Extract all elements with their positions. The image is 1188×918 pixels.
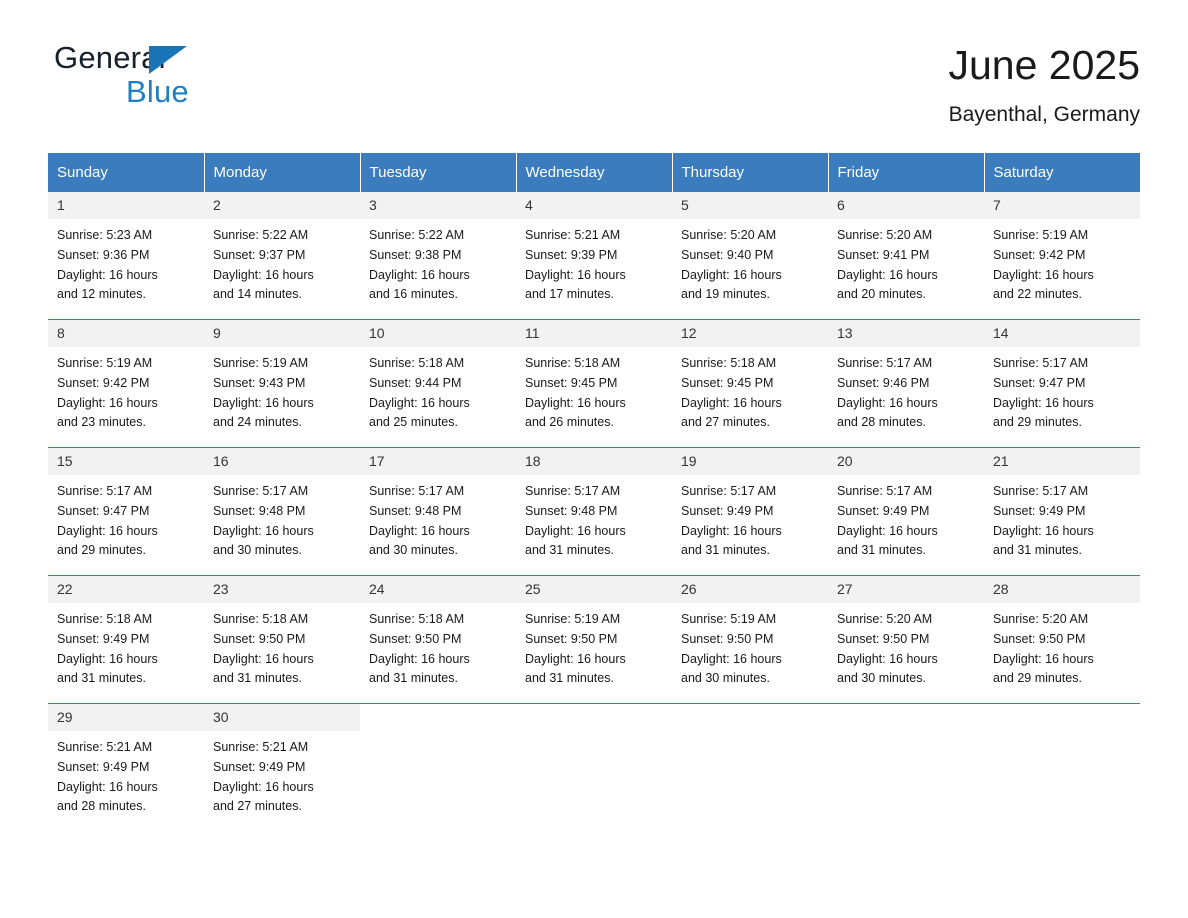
day-details xyxy=(672,475,828,575)
day-details xyxy=(204,731,360,831)
day-number: 10 xyxy=(360,320,516,347)
day-details xyxy=(516,731,672,809)
daylight-text-line1: Daylight: 16 hours xyxy=(213,267,314,282)
daylight-text-line2: and 25 minutes. xyxy=(369,415,458,430)
day-number xyxy=(516,704,672,731)
day-details xyxy=(984,219,1140,319)
day-number: 23 xyxy=(204,576,360,603)
day-details xyxy=(516,219,672,319)
sunrise-text: Sunrise: 5:18 AM xyxy=(525,356,621,371)
daylight-text-line1: Daylight: 16 hours xyxy=(993,395,1094,410)
day-number: 20 xyxy=(828,448,984,475)
calendar-day-cell[interactable] xyxy=(204,448,360,576)
calendar-day-cell[interactable] xyxy=(360,576,516,704)
day-details xyxy=(48,219,204,319)
sunset-text: Sunset: 9:40 PM xyxy=(681,247,774,262)
calendar-day-cell[interactable] xyxy=(516,320,672,448)
calendar-day-cell[interactable] xyxy=(204,576,360,704)
daylight-text-line1: Daylight: 16 hours xyxy=(57,779,158,794)
daylight-text-line1: Daylight: 16 hours xyxy=(837,395,938,410)
day-number: 21 xyxy=(984,448,1140,475)
daylight-text-line1: Daylight: 16 hours xyxy=(525,267,626,282)
calendar-day-cell[interactable] xyxy=(360,448,516,576)
sunset-text: Sunset: 9:50 PM xyxy=(525,631,618,646)
weekday-header-tuesday: Tuesday xyxy=(360,153,516,192)
calendar-day-cell[interactable] xyxy=(48,576,204,704)
daylight-text-line1: Daylight: 16 hours xyxy=(837,651,938,666)
calendar-day-cell[interactable] xyxy=(672,576,828,704)
daylight-text-line1: Daylight: 16 hours xyxy=(369,267,470,282)
daylight-text-line1: Daylight: 16 hours xyxy=(525,651,626,666)
calendar-day-cell[interactable] xyxy=(828,192,984,320)
daylight-text-line2: and 28 minutes. xyxy=(837,415,926,430)
sunrise-text: Sunrise: 5:22 AM xyxy=(213,228,309,243)
calendar-week-row xyxy=(48,448,1140,576)
sunset-text: Sunset: 9:49 PM xyxy=(213,759,306,774)
sunset-text: Sunset: 9:42 PM xyxy=(57,375,150,390)
calendar-day-cell[interactable] xyxy=(672,448,828,576)
day-details xyxy=(360,603,516,703)
day-number: 16 xyxy=(204,448,360,475)
day-number: 9 xyxy=(204,320,360,347)
day-number: 3 xyxy=(360,192,516,219)
calendar-day-cell[interactable] xyxy=(48,448,204,576)
daylight-text-line2: and 31 minutes. xyxy=(57,671,146,686)
day-details xyxy=(360,219,516,319)
day-details xyxy=(516,475,672,575)
daylight-text-line1: Daylight: 16 hours xyxy=(369,651,470,666)
sunset-text: Sunset: 9:37 PM xyxy=(213,247,306,262)
page-header xyxy=(48,0,1140,127)
sunrise-text: Sunrise: 5:19 AM xyxy=(681,612,777,627)
calendar-header-row xyxy=(48,153,1140,192)
daylight-text-line2: and 30 minutes. xyxy=(681,671,770,686)
calendar-day-cell[interactable] xyxy=(828,448,984,576)
sunset-text: Sunset: 9:49 PM xyxy=(57,631,150,646)
sunrise-text: Sunrise: 5:20 AM xyxy=(837,612,933,627)
daylight-text-line1: Daylight: 16 hours xyxy=(837,523,938,538)
day-details xyxy=(516,347,672,447)
sunset-text: Sunset: 9:47 PM xyxy=(57,503,150,518)
sunrise-text: Sunrise: 5:20 AM xyxy=(681,228,777,243)
sunset-text: Sunset: 9:38 PM xyxy=(369,247,462,262)
day-details xyxy=(204,475,360,575)
weekday-header-monday: Monday xyxy=(204,153,360,192)
daylight-text-line2: and 30 minutes. xyxy=(213,543,302,558)
day-number: 24 xyxy=(360,576,516,603)
day-number: 28 xyxy=(984,576,1140,603)
calendar-day-cell[interactable] xyxy=(984,192,1140,320)
day-details xyxy=(516,603,672,703)
sunset-text: Sunset: 9:43 PM xyxy=(213,375,306,390)
daylight-text-line2: and 31 minutes. xyxy=(369,671,458,686)
day-number: 13 xyxy=(828,320,984,347)
day-number: 5 xyxy=(672,192,828,219)
weekday-header-saturday: Saturday xyxy=(984,153,1140,192)
sunset-text: Sunset: 9:48 PM xyxy=(369,503,462,518)
calendar-day-cell[interactable] xyxy=(204,704,360,832)
day-details xyxy=(672,731,828,809)
sunset-text: Sunset: 9:45 PM xyxy=(681,375,774,390)
day-details xyxy=(360,347,516,447)
sunset-text: Sunset: 9:50 PM xyxy=(681,631,774,646)
calendar-day-cell[interactable] xyxy=(360,320,516,448)
sunset-text: Sunset: 9:50 PM xyxy=(213,631,306,646)
calendar-day-cell-empty xyxy=(672,704,828,832)
day-number: 12 xyxy=(672,320,828,347)
daylight-text-line2: and 29 minutes. xyxy=(57,543,146,558)
sunset-text: Sunset: 9:50 PM xyxy=(837,631,930,646)
daylight-text-line2: and 27 minutes. xyxy=(681,415,770,430)
sunset-text: Sunset: 9:50 PM xyxy=(993,631,1086,646)
daylight-text-line1: Daylight: 16 hours xyxy=(681,651,782,666)
day-details xyxy=(48,731,204,831)
sunset-text: Sunset: 9:49 PM xyxy=(681,503,774,518)
calendar-day-cell[interactable] xyxy=(360,192,516,320)
daylight-text-line2: and 20 minutes. xyxy=(837,287,926,302)
sunrise-text: Sunrise: 5:17 AM xyxy=(993,484,1089,499)
calendar-day-cell[interactable] xyxy=(828,576,984,704)
sunrise-text: Sunrise: 5:18 AM xyxy=(213,612,309,627)
day-details xyxy=(672,603,828,703)
calendar-day-cell-empty xyxy=(516,704,672,832)
day-number xyxy=(828,704,984,731)
sunset-text: Sunset: 9:42 PM xyxy=(993,247,1086,262)
title-block xyxy=(948,42,1140,127)
calendar-table xyxy=(48,153,1140,831)
calendar-day-cell-empty xyxy=(360,704,516,832)
day-details xyxy=(360,475,516,575)
daylight-text-line2: and 12 minutes. xyxy=(57,287,146,302)
sunrise-text: Sunrise: 5:18 AM xyxy=(681,356,777,371)
calendar-week-row xyxy=(48,704,1140,832)
weekday-header-friday: Friday xyxy=(828,153,984,192)
daylight-text-line1: Daylight: 16 hours xyxy=(213,395,314,410)
calendar-day-cell[interactable] xyxy=(204,320,360,448)
day-details xyxy=(828,731,984,809)
sunrise-text: Sunrise: 5:21 AM xyxy=(525,228,621,243)
sunrise-text: Sunrise: 5:21 AM xyxy=(57,740,153,755)
calendar-day-cell[interactable] xyxy=(48,320,204,448)
day-number: 15 xyxy=(48,448,204,475)
sunrise-text: Sunrise: 5:20 AM xyxy=(837,228,933,243)
day-number: 14 xyxy=(984,320,1140,347)
sunrise-text: Sunrise: 5:20 AM xyxy=(993,612,1089,627)
day-number: 27 xyxy=(828,576,984,603)
sunrise-text: Sunrise: 5:17 AM xyxy=(213,484,309,499)
day-number: 22 xyxy=(48,576,204,603)
calendar-week-row xyxy=(48,320,1140,448)
daylight-text-line2: and 14 minutes. xyxy=(213,287,302,302)
day-number xyxy=(360,704,516,731)
logo-text-general: General xyxy=(54,40,166,75)
day-details xyxy=(204,219,360,319)
daylight-text-line1: Daylight: 16 hours xyxy=(993,267,1094,282)
day-number: 11 xyxy=(516,320,672,347)
calendar-day-cell[interactable] xyxy=(204,192,360,320)
logo-triangle-icon xyxy=(149,46,187,74)
sunrise-text: Sunrise: 5:23 AM xyxy=(57,228,153,243)
daylight-text-line1: Daylight: 16 hours xyxy=(837,267,938,282)
daylight-text-line1: Daylight: 16 hours xyxy=(369,395,470,410)
calendar-week-row xyxy=(48,576,1140,704)
calendar-day-cell[interactable] xyxy=(516,192,672,320)
sunset-text: Sunset: 9:41 PM xyxy=(837,247,930,262)
day-details xyxy=(828,219,984,319)
day-details xyxy=(828,475,984,575)
sunset-text: Sunset: 9:50 PM xyxy=(369,631,462,646)
day-details xyxy=(828,347,984,447)
daylight-text-line1: Daylight: 16 hours xyxy=(681,395,782,410)
calendar-day-cell[interactable] xyxy=(984,448,1140,576)
daylight-text-line1: Daylight: 16 hours xyxy=(993,651,1094,666)
day-details xyxy=(984,475,1140,575)
day-number: 6 xyxy=(828,192,984,219)
day-details xyxy=(204,603,360,703)
day-number xyxy=(672,704,828,731)
day-number: 26 xyxy=(672,576,828,603)
day-details xyxy=(204,347,360,447)
calendar-week-row xyxy=(48,192,1140,320)
sunrise-text: Sunrise: 5:18 AM xyxy=(57,612,153,627)
sunset-text: Sunset: 9:49 PM xyxy=(837,503,930,518)
day-details xyxy=(48,603,204,703)
daylight-text-line1: Daylight: 16 hours xyxy=(681,523,782,538)
day-number: 2 xyxy=(204,192,360,219)
sunrise-text: Sunrise: 5:19 AM xyxy=(993,228,1089,243)
logo-text-blue: Blue xyxy=(126,74,189,109)
day-details xyxy=(48,347,204,447)
day-details xyxy=(672,219,828,319)
day-number: 19 xyxy=(672,448,828,475)
day-details xyxy=(828,603,984,703)
weekday-header-thursday: Thursday xyxy=(672,153,828,192)
daylight-text-line1: Daylight: 16 hours xyxy=(525,523,626,538)
sunset-text: Sunset: 9:48 PM xyxy=(525,503,618,518)
day-details xyxy=(984,731,1140,809)
daylight-text-line2: and 24 minutes. xyxy=(213,415,302,430)
location-subtitle: Bayenthal, Germany xyxy=(948,103,1140,127)
daylight-text-line2: and 17 minutes. xyxy=(525,287,614,302)
calendar-day-cell[interactable] xyxy=(48,192,204,320)
weekday-header-sunday: Sunday xyxy=(48,153,204,192)
daylight-text-line2: and 26 minutes. xyxy=(525,415,614,430)
day-number: 17 xyxy=(360,448,516,475)
sunrise-text: Sunrise: 5:18 AM xyxy=(369,612,465,627)
daylight-text-line2: and 23 minutes. xyxy=(57,415,146,430)
day-details xyxy=(672,347,828,447)
day-number: 1 xyxy=(48,192,204,219)
sunrise-text: Sunrise: 5:17 AM xyxy=(837,356,933,371)
daylight-text-line2: and 31 minutes. xyxy=(993,543,1082,558)
weekday-header-wednesday: Wednesday xyxy=(516,153,672,192)
daylight-text-line2: and 28 minutes. xyxy=(57,799,146,814)
daylight-text-line2: and 27 minutes. xyxy=(213,799,302,814)
day-number: 29 xyxy=(48,704,204,731)
daylight-text-line2: and 31 minutes. xyxy=(213,671,302,686)
daylight-text-line1: Daylight: 16 hours xyxy=(213,523,314,538)
calendar-day-cell[interactable] xyxy=(48,704,204,832)
daylight-text-line2: and 31 minutes. xyxy=(837,543,926,558)
sunrise-text: Sunrise: 5:17 AM xyxy=(369,484,465,499)
sunset-text: Sunset: 9:36 PM xyxy=(57,247,150,262)
daylight-text-line2: and 29 minutes. xyxy=(993,671,1082,686)
page-title: June 2025 xyxy=(948,42,1140,88)
sunset-text: Sunset: 9:49 PM xyxy=(57,759,150,774)
daylight-text-line2: and 31 minutes. xyxy=(525,671,614,686)
daylight-text-line1: Daylight: 16 hours xyxy=(57,267,158,282)
daylight-text-line2: and 30 minutes. xyxy=(837,671,926,686)
day-number xyxy=(984,704,1140,731)
daylight-text-line2: and 30 minutes. xyxy=(369,543,458,558)
sunset-text: Sunset: 9:44 PM xyxy=(369,375,462,390)
day-details xyxy=(360,731,516,809)
day-details xyxy=(984,603,1140,703)
daylight-text-line1: Daylight: 16 hours xyxy=(57,523,158,538)
calendar-day-cell-empty xyxy=(984,704,1140,832)
sunrise-text: Sunrise: 5:17 AM xyxy=(681,484,777,499)
sunrise-text: Sunrise: 5:17 AM xyxy=(525,484,621,499)
day-number: 25 xyxy=(516,576,672,603)
daylight-text-line2: and 31 minutes. xyxy=(525,543,614,558)
daylight-text-line1: Daylight: 16 hours xyxy=(369,523,470,538)
sunrise-text: Sunrise: 5:17 AM xyxy=(993,356,1089,371)
calendar-day-cell[interactable] xyxy=(984,320,1140,448)
daylight-text-line1: Daylight: 16 hours xyxy=(213,779,314,794)
sunset-text: Sunset: 9:49 PM xyxy=(993,503,1086,518)
sunrise-text: Sunrise: 5:19 AM xyxy=(213,356,309,371)
sunset-text: Sunset: 9:45 PM xyxy=(525,375,618,390)
daylight-text-line2: and 22 minutes. xyxy=(993,287,1082,302)
calendar-day-cell[interactable] xyxy=(672,192,828,320)
sunset-text: Sunset: 9:47 PM xyxy=(993,375,1086,390)
sunrise-text: Sunrise: 5:17 AM xyxy=(57,484,153,499)
sunset-text: Sunset: 9:46 PM xyxy=(837,375,930,390)
day-details xyxy=(984,347,1140,447)
calendar-day-cell[interactable] xyxy=(672,320,828,448)
logo xyxy=(48,42,189,107)
daylight-text-line1: Daylight: 16 hours xyxy=(993,523,1094,538)
sunrise-text: Sunrise: 5:21 AM xyxy=(213,740,309,755)
sunrise-text: Sunrise: 5:17 AM xyxy=(837,484,933,499)
calendar-day-cell-empty xyxy=(828,704,984,832)
day-number: 4 xyxy=(516,192,672,219)
sunrise-text: Sunrise: 5:22 AM xyxy=(369,228,465,243)
calendar-day-cell[interactable] xyxy=(984,576,1140,704)
day-number: 8 xyxy=(48,320,204,347)
daylight-text-line2: and 19 minutes. xyxy=(681,287,770,302)
daylight-text-line1: Daylight: 16 hours xyxy=(213,651,314,666)
sunrise-text: Sunrise: 5:19 AM xyxy=(525,612,621,627)
sunrise-text: Sunrise: 5:19 AM xyxy=(57,356,153,371)
calendar-body xyxy=(48,192,1140,832)
daylight-text-line1: Daylight: 16 hours xyxy=(681,267,782,282)
day-number: 30 xyxy=(204,704,360,731)
day-details xyxy=(48,475,204,575)
calendar-day-cell[interactable] xyxy=(516,576,672,704)
daylight-text-line2: and 16 minutes. xyxy=(369,287,458,302)
daylight-text-line2: and 29 minutes. xyxy=(993,415,1082,430)
daylight-text-line1: Daylight: 16 hours xyxy=(57,651,158,666)
day-number: 18 xyxy=(516,448,672,475)
sunset-text: Sunset: 9:48 PM xyxy=(213,503,306,518)
day-number: 7 xyxy=(984,192,1140,219)
daylight-text-line1: Daylight: 16 hours xyxy=(57,395,158,410)
daylight-text-line2: and 31 minutes. xyxy=(681,543,770,558)
daylight-text-line1: Daylight: 16 hours xyxy=(525,395,626,410)
calendar-day-cell[interactable] xyxy=(828,320,984,448)
sunrise-text: Sunrise: 5:18 AM xyxy=(369,356,465,371)
calendar-day-cell[interactable] xyxy=(516,448,672,576)
sunset-text: Sunset: 9:39 PM xyxy=(525,247,618,262)
